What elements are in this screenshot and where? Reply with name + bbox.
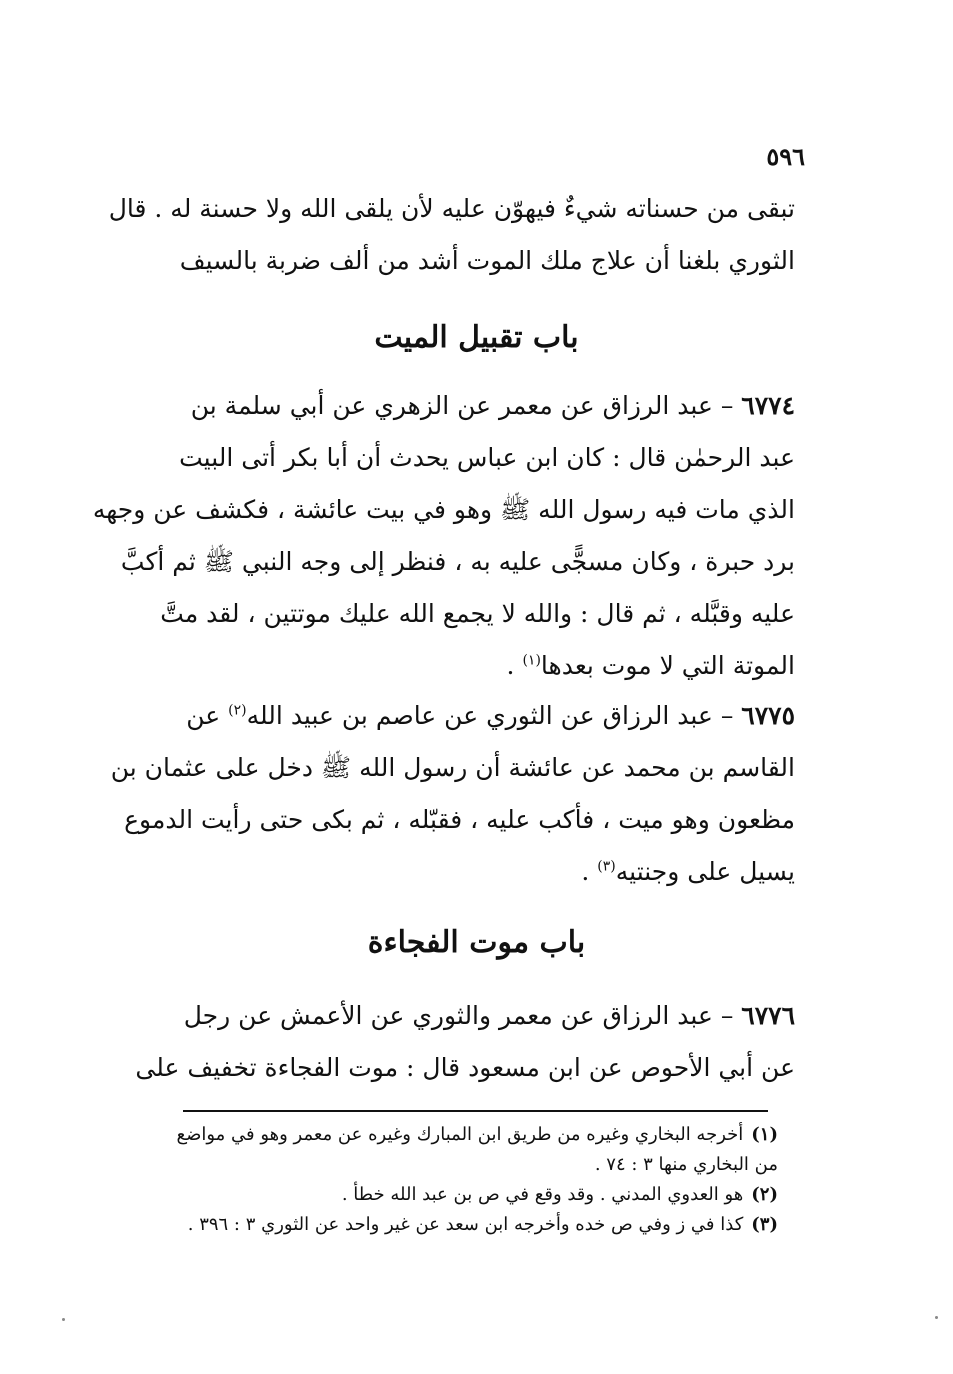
- hadith-6775-line-2: القاسم بن محمد عن عائشة أن رسول الله ﷺ دخل على عثمان بن: [110, 753, 795, 782]
- footnote-2: [118, 1180, 778, 1210]
- hadith-6775-line1-end: عن: [186, 701, 229, 730]
- footnote-separator: [183, 1110, 768, 1112]
- footnote-ref-1: (١): [522, 652, 541, 669]
- footnote-2-text: هو العدوي المدني . وقد وقع في ص بن عبد الله خطأ .: [341, 1184, 744, 1205]
- footnote-2-marker: (٢): [751, 1184, 778, 1205]
- footnote-3-marker: (٣): [751, 1214, 778, 1235]
- hadith-6774-end: .: [506, 651, 523, 680]
- hadith-6776: [115, 990, 795, 1094]
- footnote-1: [118, 1120, 778, 1150]
- hadith-6774-last-text: الموتة التي لا موت بعدها: [540, 651, 795, 680]
- hadith-6774-line-2: عبد الرحمٰن قال : كان ابن عباس يحدث أن أبا بكر أتى البيت: [179, 443, 795, 472]
- footnote-ref-2: (٢): [228, 702, 247, 719]
- hadith-dash: –: [712, 701, 742, 730]
- hadith-6774: [92, 380, 795, 692]
- hadith-dash: –: [712, 391, 742, 420]
- hadith-6776-isnad: عبد الرزاق عن معمر والثوري عن الأعمش عن رجل: [183, 1001, 713, 1030]
- hadith-6776-line-1: [115, 990, 795, 1042]
- hadith-6774-line-5: عليه وقبَّله ، ثم قال : والله لا يجمع الله عليك موتتين ، لقد متَّ: [160, 599, 795, 628]
- footnote-1-marker: (١): [751, 1124, 778, 1145]
- hadith-dash: –: [712, 1001, 742, 1030]
- hadith-6774-line-3: الذي مات فيه رسول الله ﷺ وهو في بيت عائشة ، فكشف عن وجهه: [92, 495, 795, 524]
- hadith-6775-line-3: مظعون وهو ميت ، فأكب عليه ، فقبّله ، ثم بكى حتى رأيت الدموع: [124, 805, 795, 834]
- footnote-3: [118, 1210, 778, 1240]
- intro-paragraph: [108, 183, 795, 287]
- hadith-6775: [110, 690, 795, 898]
- footnotes: [118, 1120, 778, 1240]
- hadith-6775-line-1: [115, 690, 795, 742]
- hadith-6774-line-6: [115, 640, 795, 692]
- footnote-ref-3: (٣): [597, 858, 616, 875]
- page-number: ٥٩٦: [766, 142, 805, 171]
- hadith-6775-isnad: عبد الرزاق عن الثوري عن عاصم بن عبيد الله: [246, 701, 713, 730]
- footnote-3-text: كذا في ز وفي ص خده وأخرجه ابن سعد عن غير واحد عن الثوري ٣ : ٣٩٦ .: [187, 1214, 744, 1235]
- hadith-6775-end: .: [581, 857, 598, 886]
- hadith-number: ٦٧٧٥: [741, 701, 795, 730]
- hadith-6774-line-4: برد حبرة ، وكان مسجًّى عليه به ، فنظر إلى وجه النبي ﷺ ثم أكبَّ: [120, 547, 795, 576]
- hadith-6774-line-1: [115, 380, 795, 432]
- footnote-1-text: أخرجه البخاري وغيره من طريق ابن المبارك وغيره عن معمر وهو في مواضع: [176, 1124, 744, 1145]
- hadith-6775-last-text: يسيل على وجنتيه: [615, 857, 795, 886]
- intro-line-2: الثوري بلغنا أن علاج ملك الموت أشد من ألف ضربة بالسيف: [179, 246, 795, 275]
- hadith-6775-line-4: [115, 846, 795, 898]
- footnote-1-continuation: من البخاري منها ٣ : ٧٤ .: [594, 1154, 778, 1175]
- hadith-number: ٦٧٧٤: [741, 391, 795, 420]
- intro-line-1: تبقى من حسناته شيءٌ فيهوّن عليه لأن يلقى الله ولا حسنة له . قال: [108, 194, 795, 223]
- scan-speck: [62, 1318, 65, 1321]
- scan-speck: [935, 1316, 938, 1319]
- hadith-6774-isnad: عبد الرزاق عن معمر عن الزهري عن أبي سلمة بن: [190, 391, 713, 420]
- chapter-heading-kissing-the-dead: باب تقبيل الميت: [374, 320, 579, 355]
- chapter-heading-sudden-death: باب موت الفجاءة: [367, 925, 586, 960]
- hadith-6776-line-2: عن أبي الأحوص عن ابن مسعود قال : موت الفجاءة تخفيف على: [135, 1053, 795, 1082]
- hadith-number: ٦٧٧٦: [741, 1001, 795, 1030]
